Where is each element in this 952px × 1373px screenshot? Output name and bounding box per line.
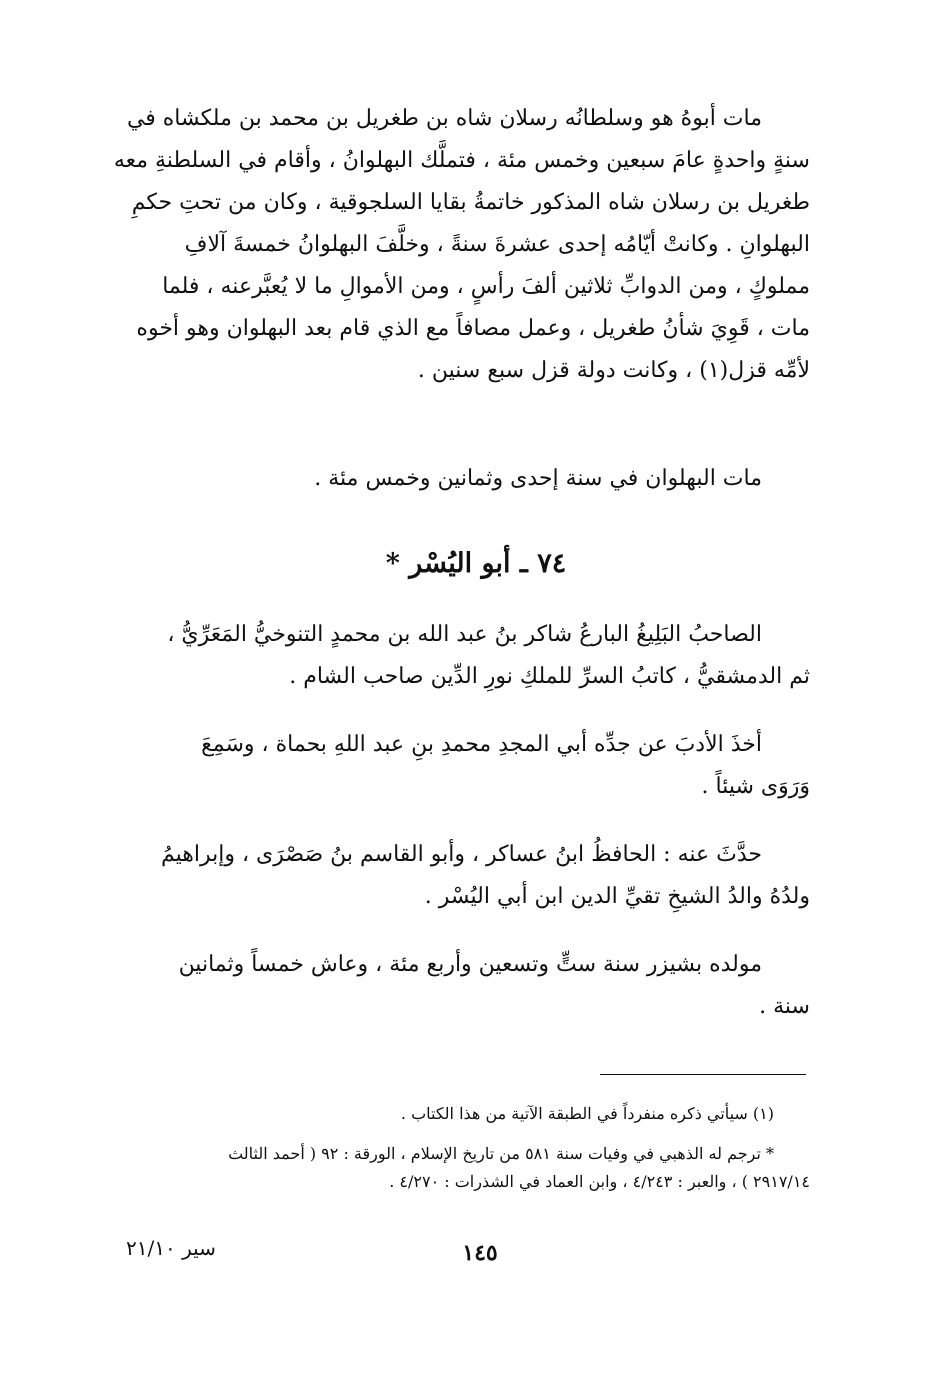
page-number: ١٤٥ [462,1240,498,1266]
text-line: البهلوانِ . وكانتْ أيّامُه إحدى عشرةَ سنةً ، وخلَّفَ البهلوانُ خمسةَ آلافِ [184,232,810,257]
footnote-source-line-2: ٢٩١٧/١٤ ) ، والعبر : ٤/٢٤٣ ، وابن العماد في الشذرات : ٤/٢٧٠ . [389,1172,810,1191]
text-line: أخذَ الأدبَ عن جدِّه أبي المجدِ محمدِ بنِ عبد اللهِ بحماة ، وسَمِعَ [201,732,762,757]
text-line: مولده بشيزر سنة ستٍّ وتسعين وأربع مئة ، وعاش خمساً وثمانين [178,952,762,977]
text-line: مات ، قَوِيَ شأنُ طغريل ، وعمل مصافاً مع الذي قام بعد البهلوان وهو أخوه [136,316,810,341]
text-line: لأمِّه قزل(١) ، وكانت دولة قزل سبع سنين . [417,358,810,383]
text-line: ولدُهُ والدُ الشيخِ تقيِّ الدين ابن أبي اليُسْر . [424,884,810,909]
text-line: مات البهلوان في سنة إحدى وثمانين وخمس مئة . [314,466,762,491]
paragraph-narrators [145,834,810,918]
paragraph-abu-yusr-intro [145,614,810,698]
footnote-source-line-1: * ترجم له الذهبي في وفيات سنة ٥٨١ من تاريخ الإسلام ، الورقة : ٩٢ ( أحمد الثالث [228,1144,774,1163]
footnotes [140,1100,810,1196]
entry-heading: ٧٤ ـ أبو اليُسْر * [385,548,567,579]
footnote-1: (١) سيأتي ذكره منفرداً في الطبقة الآتية من هذا الكتاب . [400,1104,774,1123]
text-line: سنة . [759,994,810,1019]
paragraph-education [145,724,810,808]
text-line: ثم الدمشقيُّ ، كاتبُ السرِّ للملكِ نورِ الدِّين صاحب الشام . [289,664,810,689]
paragraph-bahlawan-death [145,458,810,500]
footnote-divider [600,1074,806,1075]
text-line: مملوكٍ ، ومن الدوابِّ ثلاثين ألفَ رأسٍ ، ومن الأموالِ ما لا يُعبَّرعنه ، فلما [162,274,810,299]
paragraph-birth [145,944,810,1028]
printer-signature: سير ٢١/١٠ [126,1236,216,1260]
text-line: طغريل بن رسلان شاه المذكور خاتمةُ بقايا السلجوقية ، وكان من تحتِ حكمِ [131,190,810,215]
text-line: مات أبوهُ هو وسلطانُه رسلان شاه بن طغريل بن محمد بن ملكشاه في [126,106,762,131]
paragraph-bahlawan [113,98,810,392]
text-line: سنةٍ واحدةٍ عامَ سبعين وخمس مئة ، فتملَّك البهلوانُ ، وأقام في السلطنةِ معه [113,148,810,173]
text-line: حدَّثَ عنه : الحافظُ ابنُ عساكر ، وأبو القاسم بنُ صَصْرَى ، وإبراهيمُ [160,842,762,867]
text-line: وَرَوَى شيئاً . [701,774,810,799]
text-line: الصاحبُ البَلِيغُ البارعُ شاكر بنُ عبد الله بن محمدٍ التنوخيُّ المَعَرِّيُّ ، [167,622,762,647]
